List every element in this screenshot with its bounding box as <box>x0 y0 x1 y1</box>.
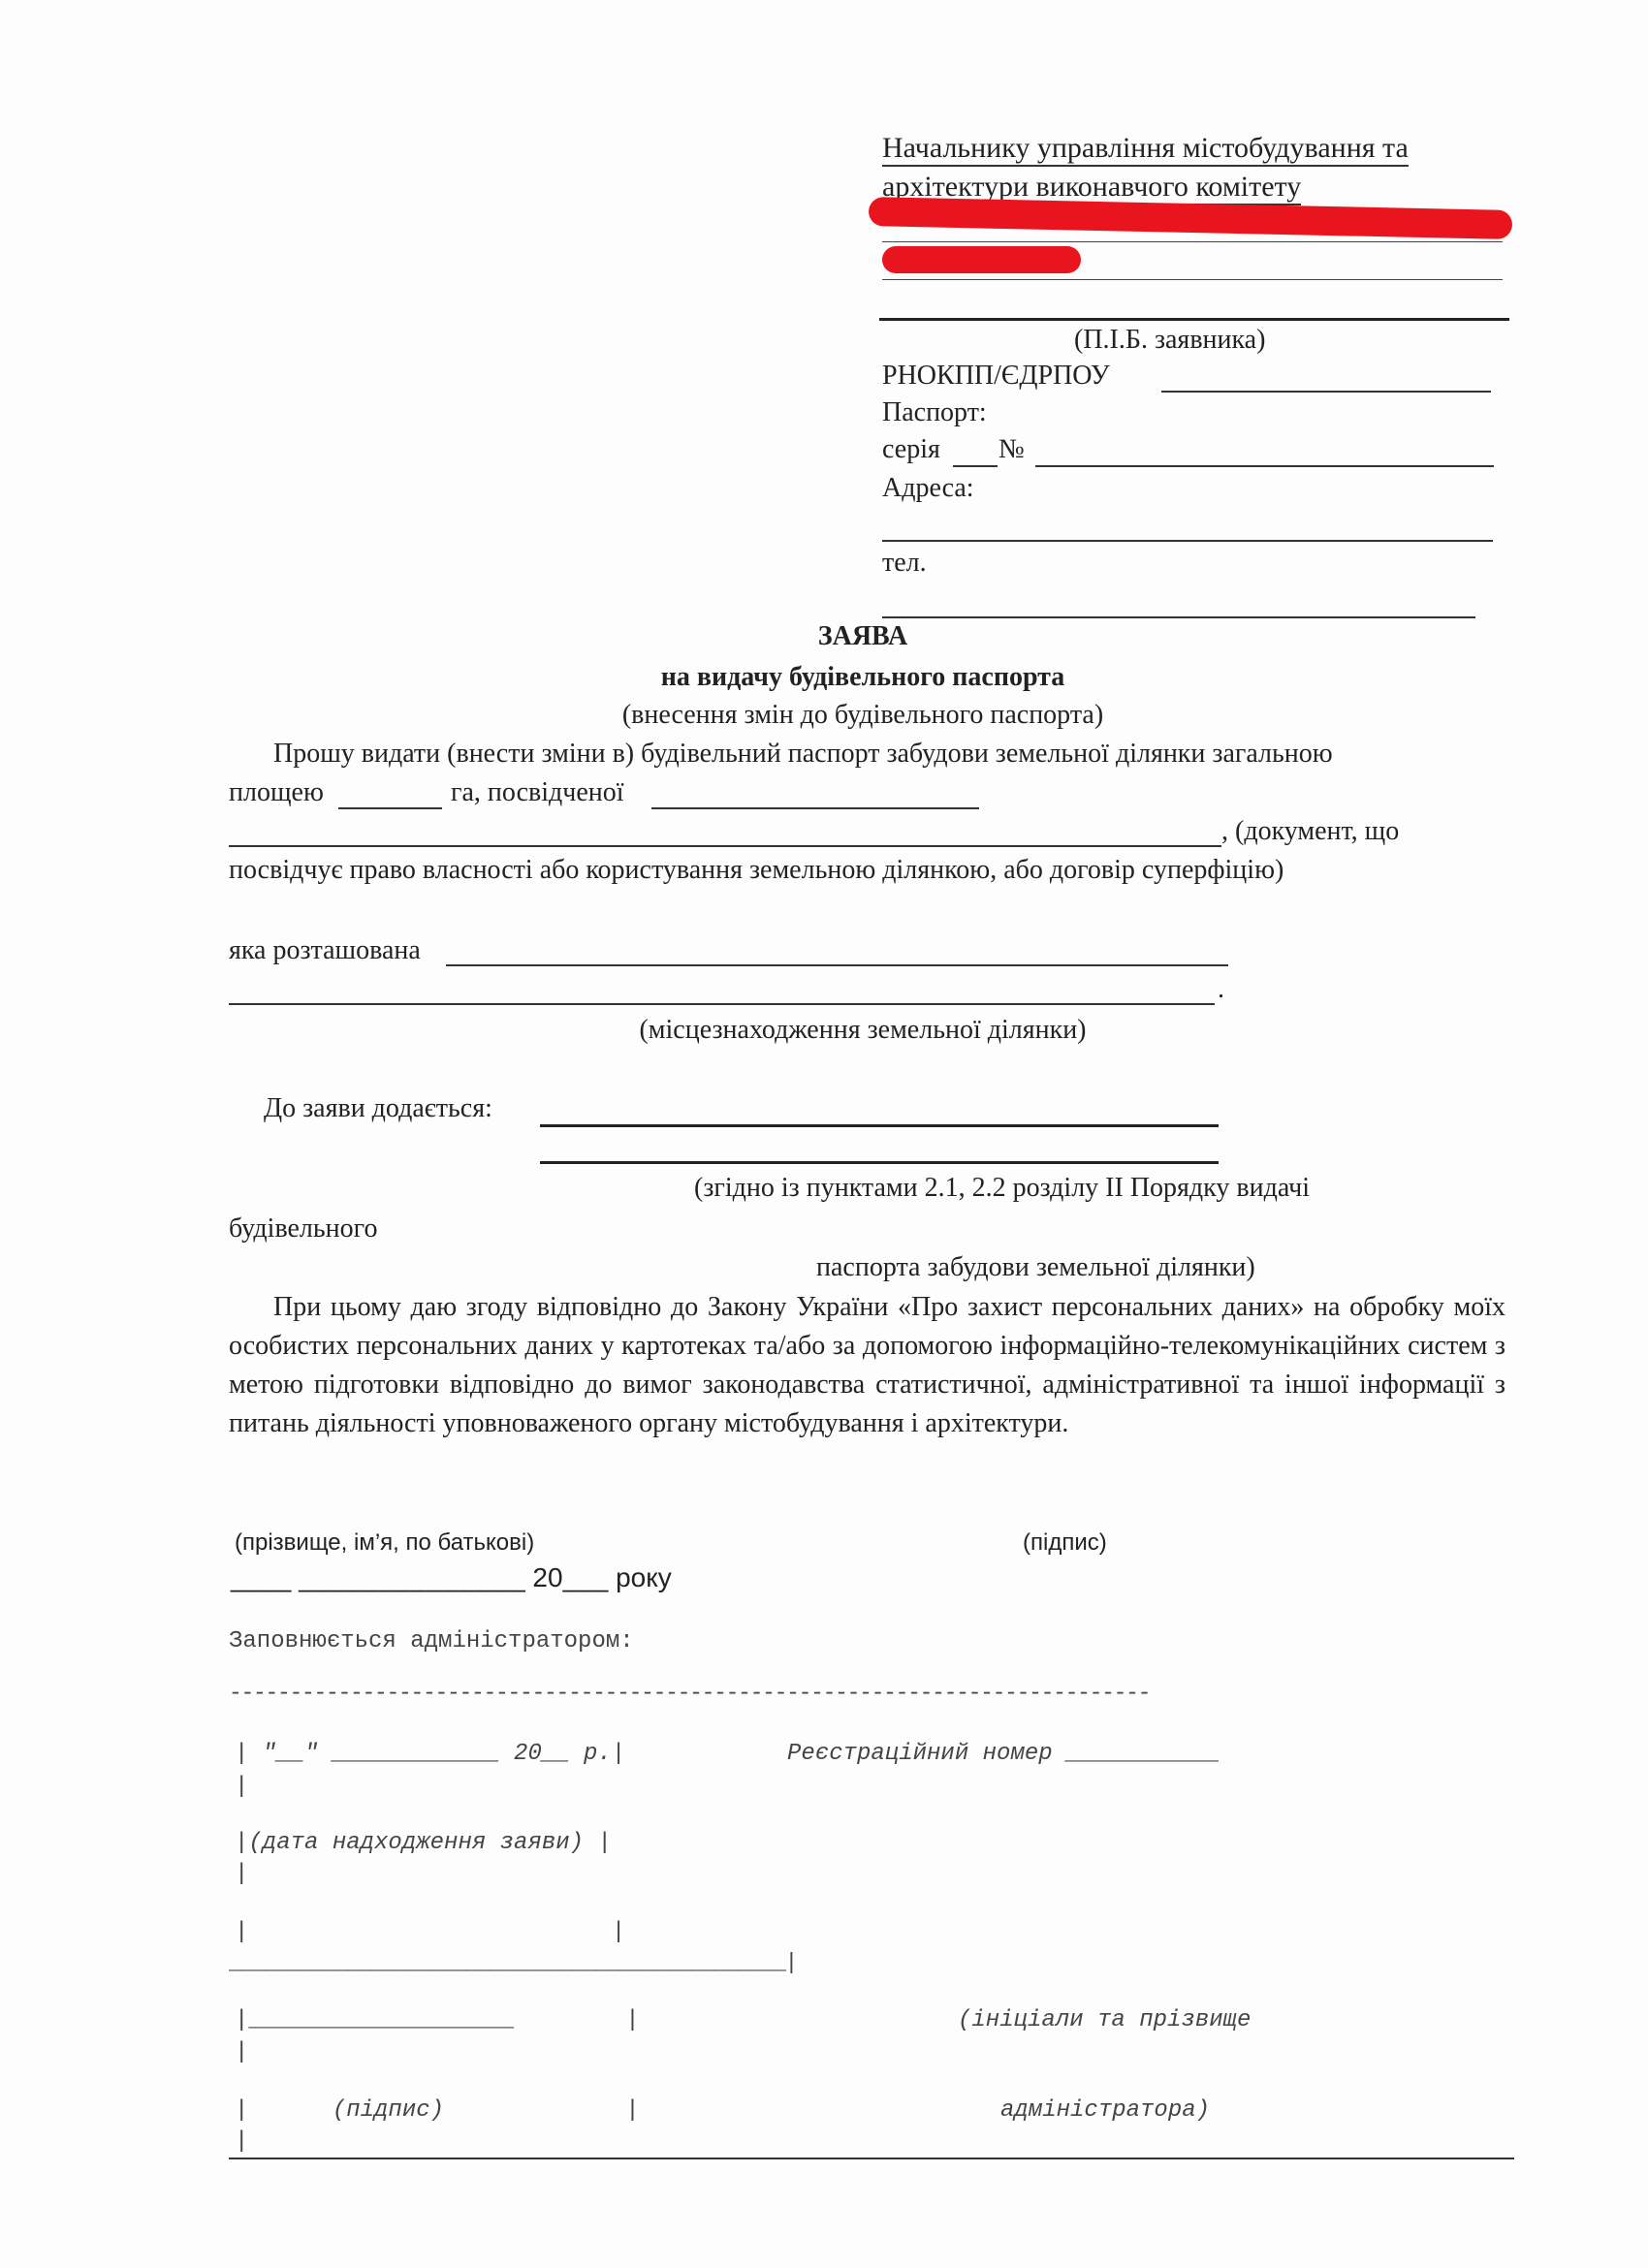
location-line-2 <box>229 1003 1215 1005</box>
area-prefix: площею <box>229 777 324 807</box>
admin-heading: Заповнюється адміністратором: <box>229 1628 634 1654</box>
document-explanation: посвідчує право власності або користування земельною ділянкою, або договір суперфіцію) <box>229 855 1284 885</box>
table-border: | <box>235 1861 249 1887</box>
area-unit: га, посвідченої <box>451 777 624 807</box>
rnokpp-label: РНОКПП/ЄДРПОУ <box>882 361 1110 391</box>
applicant-name-line <box>879 318 1509 321</box>
redaction-mark <box>882 246 1081 273</box>
dashed-separator: ---------------------------------------------------------------------------- <box>229 1681 1151 1706</box>
attached-line-1 <box>540 1124 1219 1127</box>
closing-line <box>229 2158 1514 2159</box>
address-line <box>882 540 1493 542</box>
document-line <box>229 845 1221 847</box>
table-border: | | <box>235 1919 626 1945</box>
address-label: Адреса: <box>882 473 974 503</box>
signature-caption: (підпис) <box>1023 1529 1107 1556</box>
location-caption: (місцезнаходження земельної ділянки) <box>639 1015 1087 1045</box>
administrator-signature-caption: | (підпис) | <box>235 2097 640 2124</box>
table-border: | <box>235 2128 249 2155</box>
series-line <box>953 465 998 467</box>
administrator-signature-line: |___________________ | <box>235 2007 640 2033</box>
document-subtitle: на видачу будівельного паспорта <box>660 662 1065 692</box>
pib-caption: (П.І.Б. заявника) <box>1074 325 1266 355</box>
attached-line-2 <box>540 1161 1219 1164</box>
table-divider: _______________________________________________| <box>229 1950 797 1975</box>
rnokpp-line <box>1161 391 1491 393</box>
table-border: | <box>235 1774 249 1800</box>
addressee-line-3 <box>882 241 1503 242</box>
request-text: Прошу видати (внести зміни в) будівельний паспорт забудови земельної ділянки загальною <box>273 739 1333 769</box>
addressee-line-2: архітектури виконавчого комітету <box>882 171 1301 205</box>
initials-caption: (ініціали та прізвище <box>958 2007 1252 2033</box>
location-line-1 <box>446 964 1228 966</box>
attached-label: До заяви додається: <box>264 1093 492 1123</box>
receipt-date-field: | "__" ____________ 20__ р.| <box>235 1741 626 1767</box>
addressee-line-4 <box>882 279 1503 280</box>
administrator-caption: адміністратора) <box>1000 2097 1211 2124</box>
document-title: ЗАЯВА <box>817 621 908 651</box>
number-sign: № <box>998 434 1025 464</box>
series-label: серія <box>882 434 940 464</box>
phone-line <box>882 616 1475 618</box>
addressee-line-1: Начальнику управління містобудування та <box>882 132 1409 167</box>
attached-caption: будівельного <box>229 1213 378 1244</box>
document-note: (внесення змін до будівельного паспорта) <box>621 700 1104 730</box>
registration-number-field: Реєстраційний номер ___________ <box>787 1741 1220 1767</box>
document-suffix: , (документ, що <box>1221 816 1400 846</box>
location-dot: . <box>1218 974 1224 1004</box>
consent-paragraph: При цьому даю згоду відповідно до Закону України «Про захист персональних даних» на обробку моїх особистих персональних даних у картотеках та/або за допомогою інформаційно-телекомунікаційних систем з метою підготовки відповідно до вимог законодавства статистичної, адміністративної та іншої інформації з питань діяльності уповноваженого органу містобудування і архітектури. <box>229 1292 1505 1438</box>
full-name-caption: (прізвище, ім’я, по батькові) <box>235 1529 535 1556</box>
attached-caption: паспорта забудови земельної ділянки) <box>816 1252 1255 1282</box>
redaction-mark <box>869 197 1512 239</box>
certificate-line <box>651 807 979 809</box>
area-line <box>338 807 442 809</box>
receipt-date-caption: |(дата надходження заяви) | <box>235 1830 612 1856</box>
phone-label: тел. <box>882 548 927 578</box>
attached-caption: (згідно із пунктами 2.1, 2.2 розділу ІІ Порядку видачі <box>694 1173 1311 1203</box>
table-border: | <box>235 2039 249 2065</box>
passport-label: Паспорт: <box>882 397 987 427</box>
signature-date-line: ____ _______________ 20___ року <box>231 1562 672 1592</box>
location-prefix: яка розташована <box>229 935 421 965</box>
passport-number-line <box>1035 465 1494 467</box>
